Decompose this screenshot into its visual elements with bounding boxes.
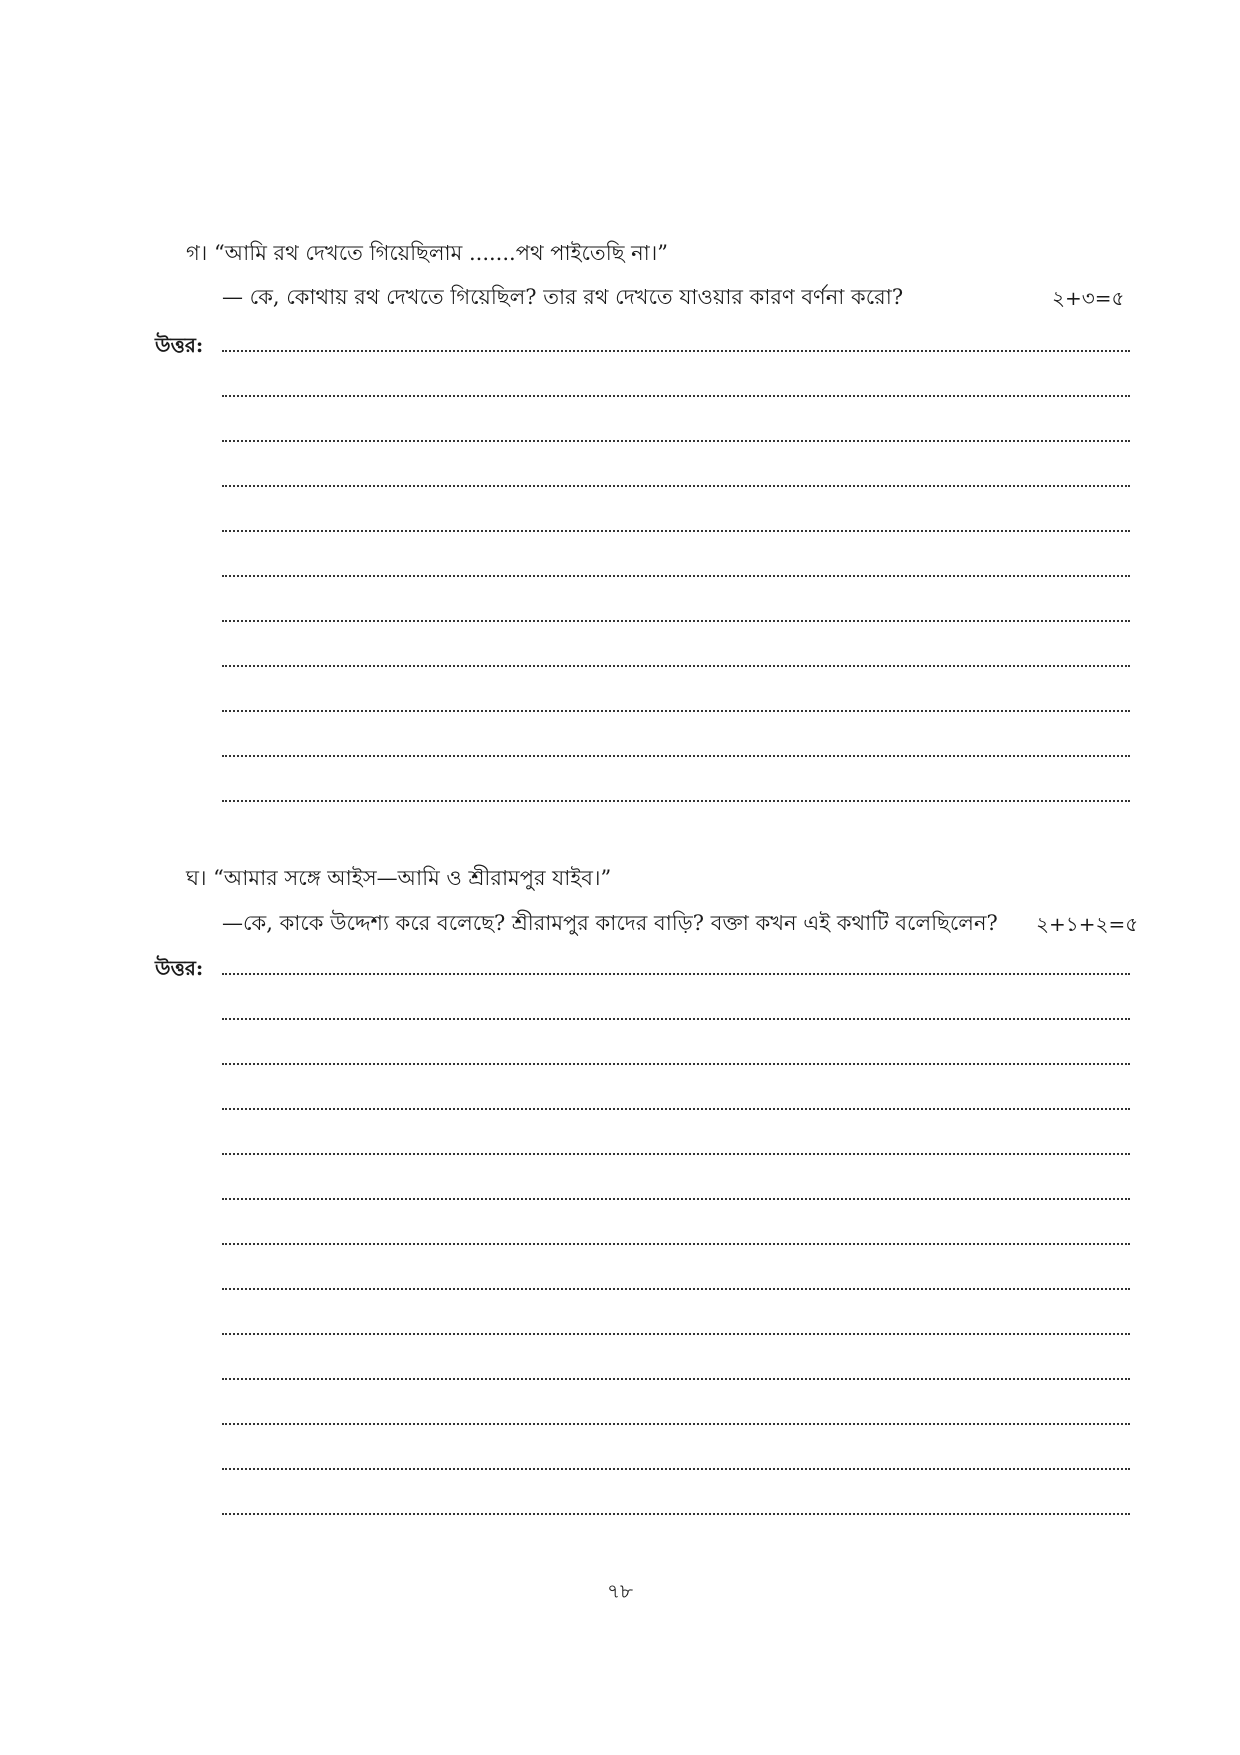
answer-line[interactable]	[222, 1198, 1130, 1200]
answer-line[interactable]	[222, 710, 1130, 712]
answer-line[interactable]	[222, 395, 1130, 397]
answer-line[interactable]	[222, 1378, 1130, 1380]
answer-label-ga: উত্তর:	[155, 333, 204, 357]
question-ga-quote-text: “আমি রথ দেখতে গিয়েছিলাম .......পথ পাইতেছি না।”	[213, 241, 668, 265]
answer-line[interactable]	[222, 620, 1130, 622]
question-gha-quote	[186, 863, 611, 893]
answer-line[interactable]	[222, 440, 1130, 442]
answer-line[interactable]	[222, 1288, 1130, 1290]
answer-line[interactable]	[222, 755, 1130, 757]
answer-line[interactable]	[222, 800, 1130, 802]
answer-line[interactable]	[222, 1243, 1130, 1245]
answer-line[interactable]	[222, 575, 1130, 577]
answer-line[interactable]	[222, 530, 1130, 532]
question-gha-marks: ২+১+২=৫	[1036, 912, 1139, 936]
question-gha-label: ঘ।	[186, 866, 207, 890]
answer-label-gha: উত্তর:	[155, 956, 204, 980]
question-ga-label: গ।	[186, 241, 208, 265]
page-number: ৭৮	[607, 1579, 633, 1603]
answer-line[interactable]	[222, 350, 1130, 352]
answer-line[interactable]	[222, 1513, 1130, 1515]
question-ga-marks: ২+৩=৫	[1052, 286, 1125, 310]
question-ga-prompt: — কে, কোথায় রথ দেখতে গিয়েছিল? তার রথ দেখতে যাওয়ার কারণ বর্ণনা করো?	[222, 285, 904, 309]
answer-line[interactable]	[222, 1108, 1130, 1110]
question-gha-quote-text: “আমার সঙ্গে আইস—আমি ও শ্রীরামপুর যাইব।”	[213, 866, 612, 890]
answer-line[interactable]	[222, 1153, 1130, 1155]
answer-line[interactable]	[222, 1333, 1130, 1335]
answer-line[interactable]	[222, 665, 1130, 667]
answer-line[interactable]	[222, 1468, 1130, 1470]
answer-line[interactable]	[222, 973, 1130, 975]
question-ga-quote	[186, 238, 668, 268]
answer-line[interactable]	[222, 485, 1130, 487]
answer-line[interactable]	[222, 1063, 1130, 1065]
answer-line[interactable]	[222, 1018, 1130, 1020]
question-gha-prompt: —কে, কাকে উদ্দেশ্য করে বলেছে? শ্রীরামপুর কাদের বাড়ি? বক্তা কখন এই কথাটি বলেছিলেন?	[222, 911, 998, 935]
answer-line[interactable]	[222, 1423, 1130, 1425]
